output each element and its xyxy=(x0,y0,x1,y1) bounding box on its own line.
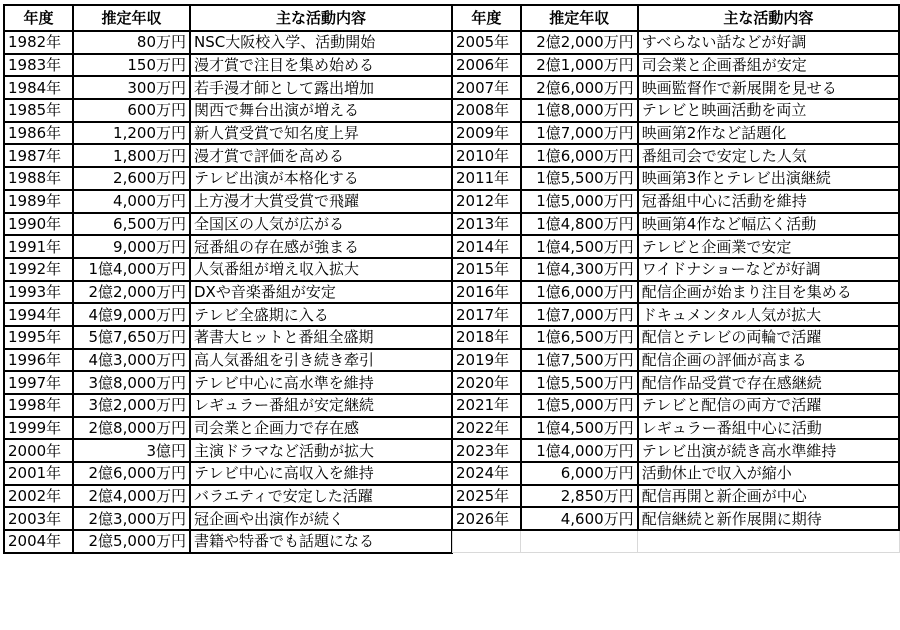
cell-year[interactable]: 1999年 xyxy=(4,417,73,440)
header-year[interactable]: 年度 xyxy=(452,5,521,31)
cell-year[interactable]: 2006年 xyxy=(452,54,521,77)
cell-activity[interactable]: 若手漫才師として露出増加 xyxy=(190,76,452,99)
cell-income[interactable]: 2億4,000万円 xyxy=(73,485,190,508)
cell-year[interactable]: 1982年 xyxy=(4,31,73,54)
cell-activity[interactable]: バラエティで安定した活躍 xyxy=(190,485,452,508)
cell-year[interactable]: 2026年 xyxy=(452,507,521,530)
income-table-left xyxy=(3,4,453,554)
cell-activity[interactable]: 高人気番組を引き続き牽引 xyxy=(190,349,452,372)
cell-activity[interactable]: ワイドナショーなどが好調 xyxy=(638,258,899,281)
cell-year[interactable]: 2005年 xyxy=(452,31,521,54)
header-year[interactable]: 年度 xyxy=(4,5,73,31)
table-row xyxy=(452,122,899,145)
table-row xyxy=(452,303,899,326)
cell-income[interactable]: 1億4,500万円 xyxy=(521,235,638,258)
cell-activity[interactable]: 人気番組が増え収入拡大 xyxy=(190,258,452,281)
cell-income[interactable]: 6,500万円 xyxy=(73,213,190,236)
cell-activity[interactable]: 司会業と企画力で存在感 xyxy=(190,417,452,440)
table-row xyxy=(4,439,452,462)
cell-year[interactable]: 2012年 xyxy=(452,190,521,213)
cell-year[interactable]: 2016年 xyxy=(452,281,521,304)
table-row xyxy=(452,439,899,462)
table-row xyxy=(452,213,899,236)
cell-income[interactable]: 2億3,000万円 xyxy=(73,507,190,530)
table-row xyxy=(4,76,452,99)
cell-income[interactable]: 1億6,500万円 xyxy=(521,326,638,349)
cell-income[interactable]: 2億8,000万円 xyxy=(73,417,190,440)
cell-income[interactable]: 9,000万円 xyxy=(73,235,190,258)
cell-activity[interactable]: 漫才賞で注目を集め始める xyxy=(190,54,452,77)
cell-year[interactable]: 2001年 xyxy=(4,462,73,485)
table-row xyxy=(4,144,452,167)
table-row xyxy=(4,99,452,122)
cell-activity[interactable]: ドキュメンタル人気が拡大 xyxy=(638,303,899,326)
cell-activity[interactable]: 関西で舞台出演が増える xyxy=(190,99,452,122)
cell-year[interactable]: 1996年 xyxy=(4,349,73,372)
cell-year[interactable]: 1997年 xyxy=(4,371,73,394)
header-activity[interactable]: 主な活動内容 xyxy=(638,5,899,31)
table-row xyxy=(452,99,899,122)
cell-year[interactable]: 1993年 xyxy=(4,281,73,304)
cell-year[interactable]: 1995年 xyxy=(4,326,73,349)
cell-income[interactable]: 1億7,000万円 xyxy=(521,303,638,326)
cell-income[interactable]: 1億4,000万円 xyxy=(521,439,638,462)
cell-year[interactable]: 2013年 xyxy=(452,213,521,236)
cell-income[interactable]: 1億4,800万円 xyxy=(521,213,638,236)
cell-activity[interactable]: 漫才賞で評価を高める xyxy=(190,144,452,167)
cell-year[interactable]: 1984年 xyxy=(4,76,73,99)
cell-activity[interactable]: 上方漫才大賞受賞で飛躍 xyxy=(190,190,452,213)
cell-income[interactable]: 80万円 xyxy=(73,31,190,54)
cell-income[interactable]: 4億3,000万円 xyxy=(73,349,190,372)
cell-year[interactable]: 2024年 xyxy=(452,462,521,485)
cell-income[interactable]: 1億6,000万円 xyxy=(521,144,638,167)
header-row xyxy=(452,5,899,31)
table-row xyxy=(452,76,899,99)
cell-activity[interactable]: 映画第3作とテレビ出演継続 xyxy=(638,167,899,190)
cell-activity[interactable]: 書籍や特番でも話題になる xyxy=(190,530,452,553)
table-row xyxy=(4,31,452,54)
table-row xyxy=(4,507,452,530)
table-row xyxy=(452,485,899,508)
header-row xyxy=(4,5,452,31)
cell-income[interactable]: 3億2,000万円 xyxy=(73,394,190,417)
cell-year[interactable]: 2009年 xyxy=(452,122,521,145)
cell-activity[interactable]: 活動休止で収入が縮小 xyxy=(638,462,899,485)
table-row xyxy=(4,122,452,145)
table-row xyxy=(452,144,899,167)
cell-year[interactable]: 2011年 xyxy=(452,167,521,190)
cell-year[interactable]: 2000年 xyxy=(4,439,73,462)
cell-income[interactable]: 1億5,000万円 xyxy=(521,394,638,417)
cell-activity[interactable]: 配信企画が始まり注目を集める xyxy=(638,281,899,304)
cell-activity[interactable]: 配信作品受賞で存在感継続 xyxy=(638,371,899,394)
table-row xyxy=(452,507,899,530)
cell-activity[interactable]: レギュラー番組が安定継続 xyxy=(190,394,452,417)
cell-activity[interactable]: テレビ出演が本格化する xyxy=(190,167,452,190)
table-row xyxy=(452,394,899,417)
table-row xyxy=(4,485,452,508)
cell-activity[interactable]: 配信再開と新企画が中心 xyxy=(638,485,899,508)
table-row xyxy=(4,258,452,281)
table-row xyxy=(452,54,899,77)
cell-income[interactable]: 4,000万円 xyxy=(73,190,190,213)
cell-activity[interactable]: 主演ドラマなど活動が拡大 xyxy=(190,439,452,462)
cell-income[interactable]: 3億円 xyxy=(73,439,190,462)
table-row xyxy=(452,31,899,54)
cell-income[interactable]: 150万円 xyxy=(73,54,190,77)
cell-year[interactable]: 2010年 xyxy=(452,144,521,167)
cell-year[interactable]: 1992年 xyxy=(4,258,73,281)
table-row xyxy=(4,326,452,349)
cell-income[interactable]: 600万円 xyxy=(73,99,190,122)
table-row xyxy=(4,303,452,326)
cell-activity[interactable]: テレビと配信の両方で活躍 xyxy=(638,394,899,417)
cell-activity[interactable]: 冠番組中心に活動を維持 xyxy=(638,190,899,213)
table-row xyxy=(452,167,899,190)
table-row xyxy=(452,417,899,440)
header-activity[interactable]: 主な活動内容 xyxy=(190,5,452,31)
cell-year[interactable]: 2008年 xyxy=(452,99,521,122)
table-row xyxy=(4,235,452,258)
cell-activity[interactable]: テレビ中心に高水準を維持 xyxy=(190,371,452,394)
cell-activity[interactable]: 番組司会で安定した人気 xyxy=(638,144,899,167)
cell-year[interactable]: 1994年 xyxy=(4,303,73,326)
cell-income[interactable]: 2億2,000万円 xyxy=(73,281,190,304)
cell-activity[interactable]: 全国区の人気が広がる xyxy=(190,213,452,236)
cell-year[interactable]: 1985年 xyxy=(4,99,73,122)
cell-income[interactable]: 1億7,000万円 xyxy=(521,122,638,145)
cell-activity[interactable]: レギュラー番組中心に活動 xyxy=(638,417,899,440)
cell-year[interactable]: 2007年 xyxy=(452,76,521,99)
table-row xyxy=(452,190,899,213)
cell-activity[interactable]: 冠番組の存在感が強まる xyxy=(190,235,452,258)
header-income[interactable]: 推定年収 xyxy=(521,5,638,31)
cell-income[interactable]: 1,200万円 xyxy=(73,122,190,145)
cell-income[interactable]: 2億1,000万円 xyxy=(521,54,638,77)
cell-income[interactable]: 1億5,000万円 xyxy=(521,190,638,213)
empty-cell[interactable] xyxy=(521,530,638,553)
table-row xyxy=(452,281,899,304)
cell-income[interactable]: 1億8,000万円 xyxy=(521,99,638,122)
cell-income[interactable]: 2,850万円 xyxy=(521,485,638,508)
cell-activity[interactable]: テレビ出演が続き高水準維持 xyxy=(638,439,899,462)
cell-year[interactable]: 2003年 xyxy=(4,507,73,530)
table-row xyxy=(4,54,452,77)
table-row xyxy=(4,530,452,553)
cell-income[interactable]: 2億6,000万円 xyxy=(521,76,638,99)
cell-year[interactable]: 1986年 xyxy=(4,122,73,145)
cell-activity[interactable]: 配信継続と新作展開に期待 xyxy=(638,507,899,530)
cell-income[interactable]: 1億5,500万円 xyxy=(521,371,638,394)
cell-activity[interactable]: テレビ中心に高収入を維持 xyxy=(190,462,452,485)
cell-year[interactable]: 2021年 xyxy=(452,394,521,417)
cell-year[interactable]: 2020年 xyxy=(452,371,521,394)
cell-activity[interactable]: 司会業と企画番組が安定 xyxy=(638,54,899,77)
cell-income[interactable]: 1億7,500万円 xyxy=(521,349,638,372)
cell-year[interactable]: 2019年 xyxy=(452,349,521,372)
cell-income[interactable]: 1億4,500万円 xyxy=(521,417,638,440)
income-table-right xyxy=(451,4,900,553)
cell-year[interactable]: 1991年 xyxy=(4,235,73,258)
cell-activity[interactable]: NSC大阪校入学、活動開始 xyxy=(190,31,452,54)
cell-income[interactable]: 2,600万円 xyxy=(73,167,190,190)
cell-activity[interactable]: DXや音楽番組が安定 xyxy=(190,281,452,304)
cell-year[interactable]: 1983年 xyxy=(4,54,73,77)
cell-year[interactable]: 2025年 xyxy=(452,485,521,508)
cell-income[interactable]: 1億4,000万円 xyxy=(73,258,190,281)
table-row xyxy=(4,190,452,213)
cell-activity[interactable]: テレビ全盛期に入る xyxy=(190,303,452,326)
cell-year[interactable]: 2004年 xyxy=(4,530,73,553)
cell-income[interactable]: 1億5,500万円 xyxy=(521,167,638,190)
table-row xyxy=(452,258,899,281)
cell-activity[interactable]: 配信とテレビの両輪で活躍 xyxy=(638,326,899,349)
empty-cell[interactable] xyxy=(452,530,521,553)
cell-year[interactable]: 1988年 xyxy=(4,167,73,190)
cell-activity[interactable]: 配信企画の評価が高まる xyxy=(638,349,899,372)
table-row xyxy=(4,167,452,190)
empty-row xyxy=(452,530,899,553)
cell-year[interactable]: 2014年 xyxy=(452,235,521,258)
table-row xyxy=(452,462,899,485)
cell-year[interactable]: 1990年 xyxy=(4,213,73,236)
cell-activity[interactable]: すべらない話などが好調 xyxy=(638,31,899,54)
cell-activity[interactable]: テレビと映画活動を両立 xyxy=(638,99,899,122)
cell-year[interactable]: 2022年 xyxy=(452,417,521,440)
cell-income[interactable]: 300万円 xyxy=(73,76,190,99)
cell-income[interactable]: 4億9,000万円 xyxy=(73,303,190,326)
cell-year[interactable]: 1987年 xyxy=(4,144,73,167)
cell-year[interactable]: 2015年 xyxy=(452,258,521,281)
cell-activity[interactable]: テレビと企画業で安定 xyxy=(638,235,899,258)
cell-year[interactable]: 2002年 xyxy=(4,485,73,508)
table-row xyxy=(452,235,899,258)
cell-income[interactable]: 1億4,300万円 xyxy=(521,258,638,281)
cell-income[interactable]: 2億6,000万円 xyxy=(73,462,190,485)
table-row xyxy=(4,213,452,236)
table-row xyxy=(4,349,452,372)
cell-income[interactable]: 1,800万円 xyxy=(73,144,190,167)
cell-income[interactable]: 6,000万円 xyxy=(521,462,638,485)
cell-income[interactable]: 1億6,000万円 xyxy=(521,281,638,304)
cell-income[interactable]: 2億5,000万円 xyxy=(73,530,190,553)
cell-income[interactable]: 5億7,650万円 xyxy=(73,326,190,349)
header-income[interactable]: 推定年収 xyxy=(73,5,190,31)
cell-activity[interactable]: 映画第2作など話題化 xyxy=(638,122,899,145)
table-row xyxy=(452,326,899,349)
cell-year[interactable]: 1989年 xyxy=(4,190,73,213)
cell-activity[interactable]: 映画第4作など幅広く活動 xyxy=(638,213,899,236)
table-row xyxy=(4,281,452,304)
table-row xyxy=(452,371,899,394)
table-row xyxy=(4,371,452,394)
cell-income[interactable]: 3億8,000万円 xyxy=(73,371,190,394)
cell-income[interactable]: 4,600万円 xyxy=(521,507,638,530)
table-row xyxy=(452,349,899,372)
cell-activity[interactable]: 著書大ヒットと番組全盛期 xyxy=(190,326,452,349)
cell-year[interactable]: 2017年 xyxy=(452,303,521,326)
cell-year[interactable]: 2023年 xyxy=(452,439,521,462)
cell-activity[interactable]: 冠企画や出演作が続く xyxy=(190,507,452,530)
empty-cell[interactable] xyxy=(638,530,899,553)
table-row xyxy=(4,462,452,485)
table-row xyxy=(4,394,452,417)
cell-year[interactable]: 1998年 xyxy=(4,394,73,417)
cell-year[interactable]: 2018年 xyxy=(452,326,521,349)
cell-activity[interactable]: 新人賞受賞で知名度上昇 xyxy=(190,122,452,145)
cell-income[interactable]: 2億2,000万円 xyxy=(521,31,638,54)
table-row xyxy=(4,417,452,440)
cell-activity[interactable]: 映画監督作で新展開を見せる xyxy=(638,76,899,99)
